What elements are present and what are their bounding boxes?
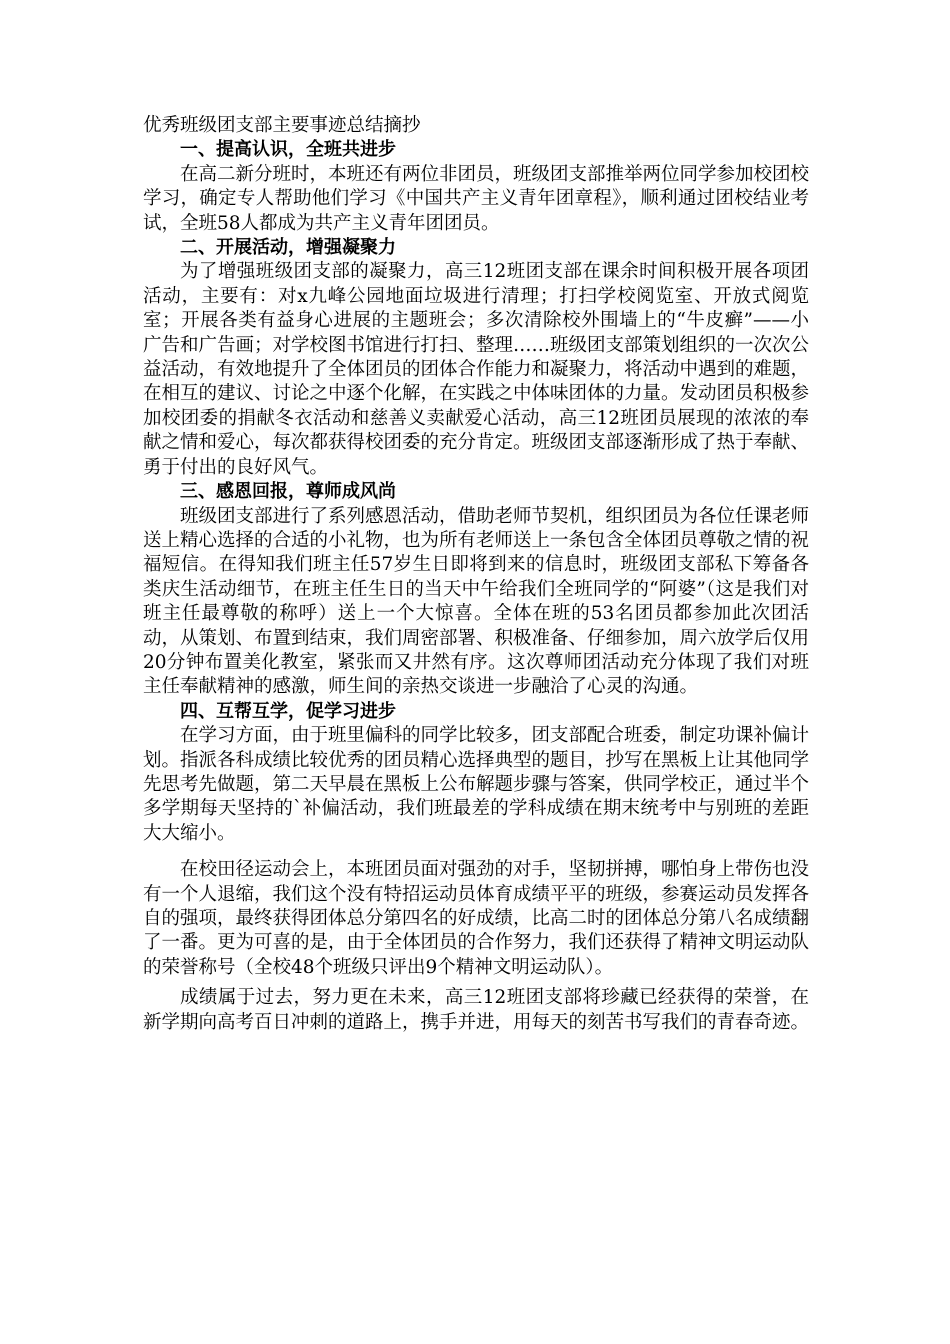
document-body bbox=[143, 114, 809, 1035]
section-1-paragraph-1: 在高二新分班时，本班还有两位非团员，班级团支部推举两位同学参加校团校学习，确定专人帮助他们学习《中国共产主义青年团章程》，顺利通过团校结业考试，全班58人都成为共产主义青年团团员。 bbox=[143, 163, 810, 234]
section-heading-4: 四、互帮互学，促学习进步 bbox=[180, 700, 396, 722]
section-heading-3: 三、感恩回报，尊师成风尚 bbox=[180, 481, 396, 503]
section-heading-1: 一、提高认识，全班共进步 bbox=[180, 139, 396, 161]
document-title: 优秀班级团支部主要事迹总结摘抄 bbox=[143, 115, 421, 136]
section-4-paragraph-1: 在学习方面，由于班里偏科的同学比较多，团支部配合班委，制定功课补偏计划。指派各科成绩比较优秀的团员精心选择典型的题目，抄写在黑板上让其他同学先思考先做题，第二天早晨在黑板上公布解题步骤与答案，供同学校正，通过半个多学期每天坚持的`补偏活动，我们班最差的学科成绩在期末统考中与别班的差距大大缩小。 bbox=[143, 725, 810, 844]
section-heading-2: 二、开展活动，增强凝聚力 bbox=[180, 237, 396, 259]
section-2-paragraph-1: 为了增强班级团支部的凝聚力，高三12班团支部在课余时间积极开展各项团活动，主要有：对x九峰公园地面垃圾进行清理；打扫学校阅览室、开放式阅览室；开展各类有益身心进展的主题班会；多次清除校外围墙上的“牛皮癣”——小广告和广告画；对学校图书馆进行打扫、整理……班级团支部策划组织的一次次公益活动，有效地提升了全体团员的团体合作能力和凝聚力，将活动中遇到的难题，在相互的建议、讨论之中逐个化解，在实践之中体味团体的力量。发动团员积极参加校团委的捐献冬衣活动和慈善义卖献爱心活动，高三12班团员展现的浓浓的奉献之情和爱心，每次都获得校团委的充分肯定。班级团支部逐渐形成了热于奉献、勇于付出的良好风气。 bbox=[143, 261, 810, 478]
section-4-paragraph-3: 成绩属于过去，努力更在未来，高三12班团支部将珍藏已经获得的荣誉，在新学期向高考百日冲刺的道路上，携手并进，用每天的刻苦书写我们的青春奇迹。 bbox=[143, 987, 810, 1033]
section-4-paragraph-2: 在校田径运动会上，本班团员面对强劲的对手，坚韧拼搏，哪怕身上带伤也没有一个人退缩，我们这个没有特招运动员体育成绩平平的班级，参赛运动员发挥各自的强项，最终获得团体总分第四名的好成绩，比高二时的团体总分第八名成绩翻了一番。更为可喜的是，由于全体团员的合作努力，我们还获得了精神文明运动队的荣誉称号（全校48个班级只评出9个精神文明运动队）。 bbox=[143, 859, 810, 978]
section-3-paragraph-1: 班级团支部进行了系列感恩活动，借助老师节契机，组织团员为各位任课老师送上精心选择的合适的小礼物，也为所有老师送上一条包含全体团员尊敬之情的祝福短信。在得知我们班主任57岁生日即将到来的信息时，班级团支部私下筹备各类庆生活动细节，在班主任生日的当天中午给我们全班同学的“阿婆”（这是我们对班主任最尊敬的称呼）送上一个大惊喜。全体在班的53名团员都参加此次团活动，从策划、布置到结束，我们周密部署、积极准备、仔细参加，周六放学后仅用20分钟布置美化教室，紧张而又井然有序。这次尊师团活动充分体现了我们对班主任奉献精神的感激，师生间的亲热交谈进一步融洽了心灵的沟通。 bbox=[143, 505, 810, 698]
